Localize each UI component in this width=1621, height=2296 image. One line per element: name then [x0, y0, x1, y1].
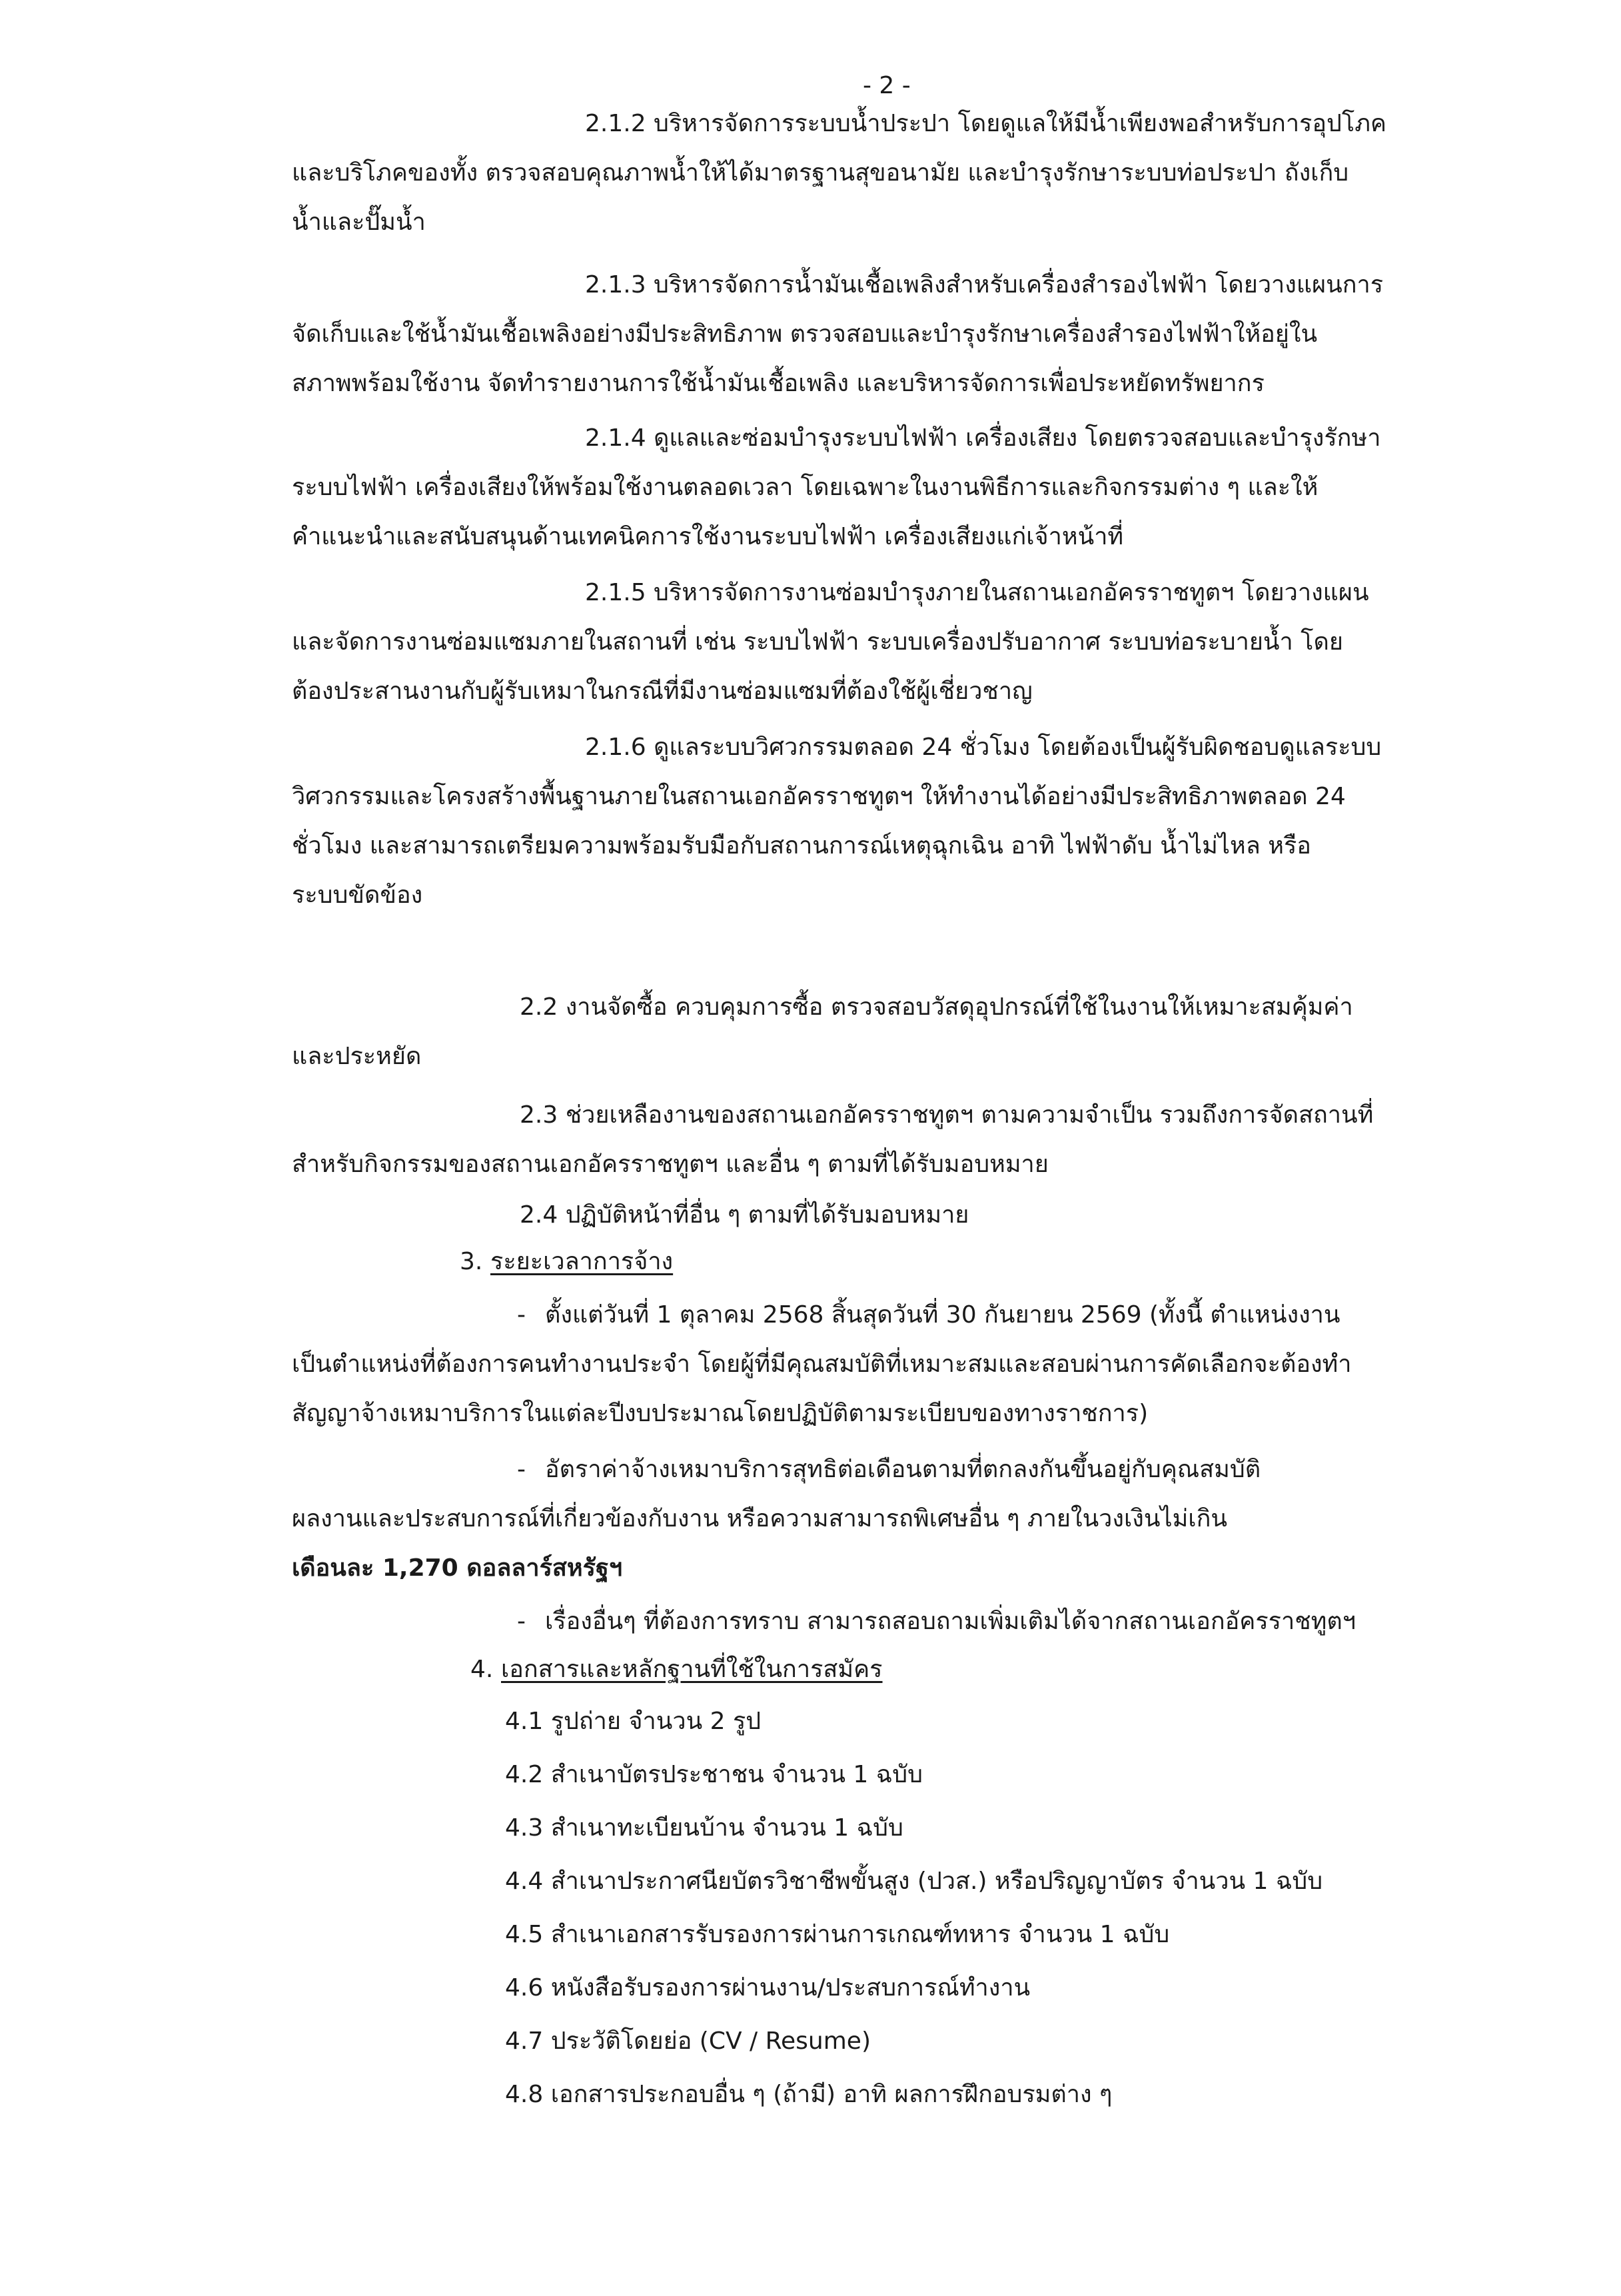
s22-line-1: 2.2 งานจัดซื้อ ควบคุมการซื้อ ตรวจสอบวัสดุอุปกรณ์ที่ใช้ในงานให้เหมาะสมคุ้มค่า — [520, 993, 1353, 1021]
s3-bullet-1-dash: - — [517, 1301, 526, 1329]
s216-line-1: 2.1.6 ดูแลระบบวิศวกรรมตลอด 24 ชั่วโมง โดยต้องเป็นผู้รับผิดชอบดูแลระบบ — [585, 734, 1382, 761]
s4-item: 4.2 สำเนาบัตรประชาชน จำนวน 1 ฉบับ — [505, 1761, 923, 1788]
s214-line-2: ระบบไฟฟ้า เครื่องเสียงให้พร้อมใช้งานตลอดเวลา โดยเฉพาะในงานพิธีการและกิจกรรมต่าง ๆ และให้ — [292, 474, 1319, 501]
s4-heading: เอกสารและหลักฐานที่ใช้ในการสมัคร — [501, 1656, 883, 1683]
s212-line-2: และบริโภคของทั้ง ตรวจสอบคุณภาพน้ำให้ได้มาตรฐานสุขอนามัย และบำรุงรักษาระบบท่อประปา ถังเก็บ — [292, 159, 1349, 187]
s3-bullet-2-line-2: ผลงานและประสบการณ์ที่เกี่ยวข้องกับงาน หรือความสามารถพิเศษอื่น ๆ ภายในวงเงินไม่เกิน — [292, 1505, 1228, 1532]
page-number: - 2 - — [863, 72, 911, 99]
s3-bullet-1-line-3: สัญญาจ้างเหมาบริการในแต่ละปีงบประมาณโดยปฏิบัติตามระเบียบของทางราชการ) — [292, 1400, 1149, 1427]
s212-line-1: 2.1.2 บริหารจัดการระบบน้ำประปา โดยดูแลให้มีน้ำเพียงพอสำหรับการอุปโภค — [585, 110, 1387, 137]
s3-bullet-1-line-1: ตั้งแต่วันที่ 1 ตุลาคม 2568 สิ้นสุดวันที่ 30 กันยายน 2569 (ทั้งนี้ ตำแหน่งงาน — [545, 1301, 1341, 1329]
s212-line-3: น้ำและปั๊มน้ำ — [292, 209, 426, 236]
s23-line-1: 2.3 ช่วยเหลืองานของสถานเอกอัครราชทูตฯ ตามความจำเป็น รวมถึงการจัดสถานที่ — [520, 1101, 1374, 1129]
s3-bullet-2-salary: เดือนละ 1,270 ดอลลาร์สหรัฐฯ — [292, 1554, 623, 1582]
s3-number: 3. — [460, 1248, 483, 1275]
s215-line-2: และจัดการงานซ่อมแซมภายในสถานที่ เช่น ระบบไฟฟ้า ระบบเครื่องปรับอากาศ ระบบท่อระบายน้ำ โดย — [292, 628, 1343, 656]
s3-bullet-2-line-1: อัตราค่าจ้างเหมาบริการสุทธิต่อเดือนตามที่ตกลงกันขึ้นอยู่กับคุณสมบัติ — [545, 1456, 1261, 1483]
s4-item: 4.6 หนังสือรับรองการผ่านงาน/ประสบการณ์ทำงาน — [505, 1974, 1031, 2002]
s23-line-2: สำหรับกิจกรรมของสถานเอกอัครราชทูตฯ และอื่น ๆ ตามที่ได้รับมอบหมาย — [292, 1151, 1049, 1178]
s214-line-1: 2.1.4 ดูแลและซ่อมบำรุงระบบไฟฟ้า เครื่องเสียง โดยตรวจสอบและบำรุงรักษา — [585, 424, 1381, 452]
s3-bullet-3-dash: - — [517, 1608, 526, 1635]
s216-line-2: วิศวกรรมและโครงสร้างพื้นฐานภายในสถานเอกอัครราชทูตฯ ให้ทำงานได้อย่างมีประสิทธิภาพตลอด 24 — [292, 783, 1346, 810]
s214-line-3: คำแนะนำและสนับสนุนด้านเทคนิคการใช้งานระบบไฟฟ้า เครื่องเสียงแก่เจ้าหน้าที่ — [292, 523, 1124, 550]
s216-line-3: ชั่วโมง และสามารถเตรียมความพร้อมรับมือกับสถานการณ์เหตุฉุกเฉิน อาทิ ไฟฟ้าดับ น้ำไม่ไหล หรือ — [292, 832, 1311, 860]
s213-line-1: 2.1.3 บริหารจัดการน้ำมันเชื้อเพลิงสำหรับเครื่องสำรองไฟฟ้า โดยวางแผนการ — [585, 271, 1384, 298]
s215-line-3: ต้องประสานงานกับผู้รับเหมาในกรณีที่มีงานซ่อมแซมที่ต้องใช้ผู้เชี่ยวชาญ — [292, 678, 1033, 705]
s4-item: 4.1 รูปถ่าย จำนวน 2 รูป — [505, 1708, 762, 1735]
s4-item: 4.3 สำเนาทะเบียนบ้าน จำนวน 1 ฉบับ — [505, 1814, 903, 1842]
s4-item: 4.5 สำเนาเอกสารรับรองการผ่านการเกณฑ์ทหาร จำนวน 1 ฉบับ — [505, 1921, 1170, 1948]
s22-line-2: และประหยัด — [292, 1043, 422, 1070]
s215-line-1: 2.1.5 บริหารจัดการงานซ่อมบำรุงภายในสถานเอกอัครราชทูตฯ โดยวางแผน — [585, 579, 1369, 606]
s213-line-3: สภาพพร้อมใช้งาน จัดทำรายงานการใช้น้ำมันเชื้อเพลิง และบริหารจัดการเพื่อประหยัดทรัพยากร — [292, 370, 1265, 397]
s4-item: 4.8 เอกสารประกอบอื่น ๆ (ถ้ามี) อาทิ ผลการฝึกอบรมต่าง ๆ — [505, 2081, 1113, 2108]
s4-item: 4.7 ประวัติโดยย่อ (CV / Resume) — [505, 2027, 871, 2055]
s3-bullet-2-dash: - — [517, 1456, 526, 1483]
s216-line-4: ระบบขัดข้อง — [292, 881, 423, 909]
s24-line: 2.4 ปฏิบัติหน้าที่อื่น ๆ ตามที่ได้รับมอบหมาย — [520, 1201, 969, 1229]
s3-heading: ระยะเวลาการจ้าง — [490, 1248, 674, 1275]
s3-bullet-3-line-1: เรื่องอื่นๆ ที่ต้องการทราบ สามารถสอบถามเพิ่มเติมได้จากสถานเอกอัครราชทูตฯ — [545, 1608, 1356, 1635]
s4-item: 4.4 สำเนาประกาศนียบัตรวิชาชีพขั้นสูง (ปวส.) หรือปริญญาบัตร จำนวน 1 ฉบับ — [505, 1868, 1323, 1895]
s3-bullet-1-line-2: เป็นตำแหน่งที่ต้องการคนทำงานประจำ โดยผู้ที่มีคุณสมบัติที่เหมาะสมและสอบผ่านการคัดเลือกจะต้องทำ — [292, 1351, 1352, 1378]
s213-line-2: จัดเก็บและใช้น้ำมันเชื้อเพลิงอย่างมีประสิทธิภาพ ตรวจสอบและบำรุงรักษาเครื่องสำรองไฟฟ้าให้อยู่ใน — [292, 320, 1318, 348]
s4-number: 4. — [470, 1656, 494, 1683]
